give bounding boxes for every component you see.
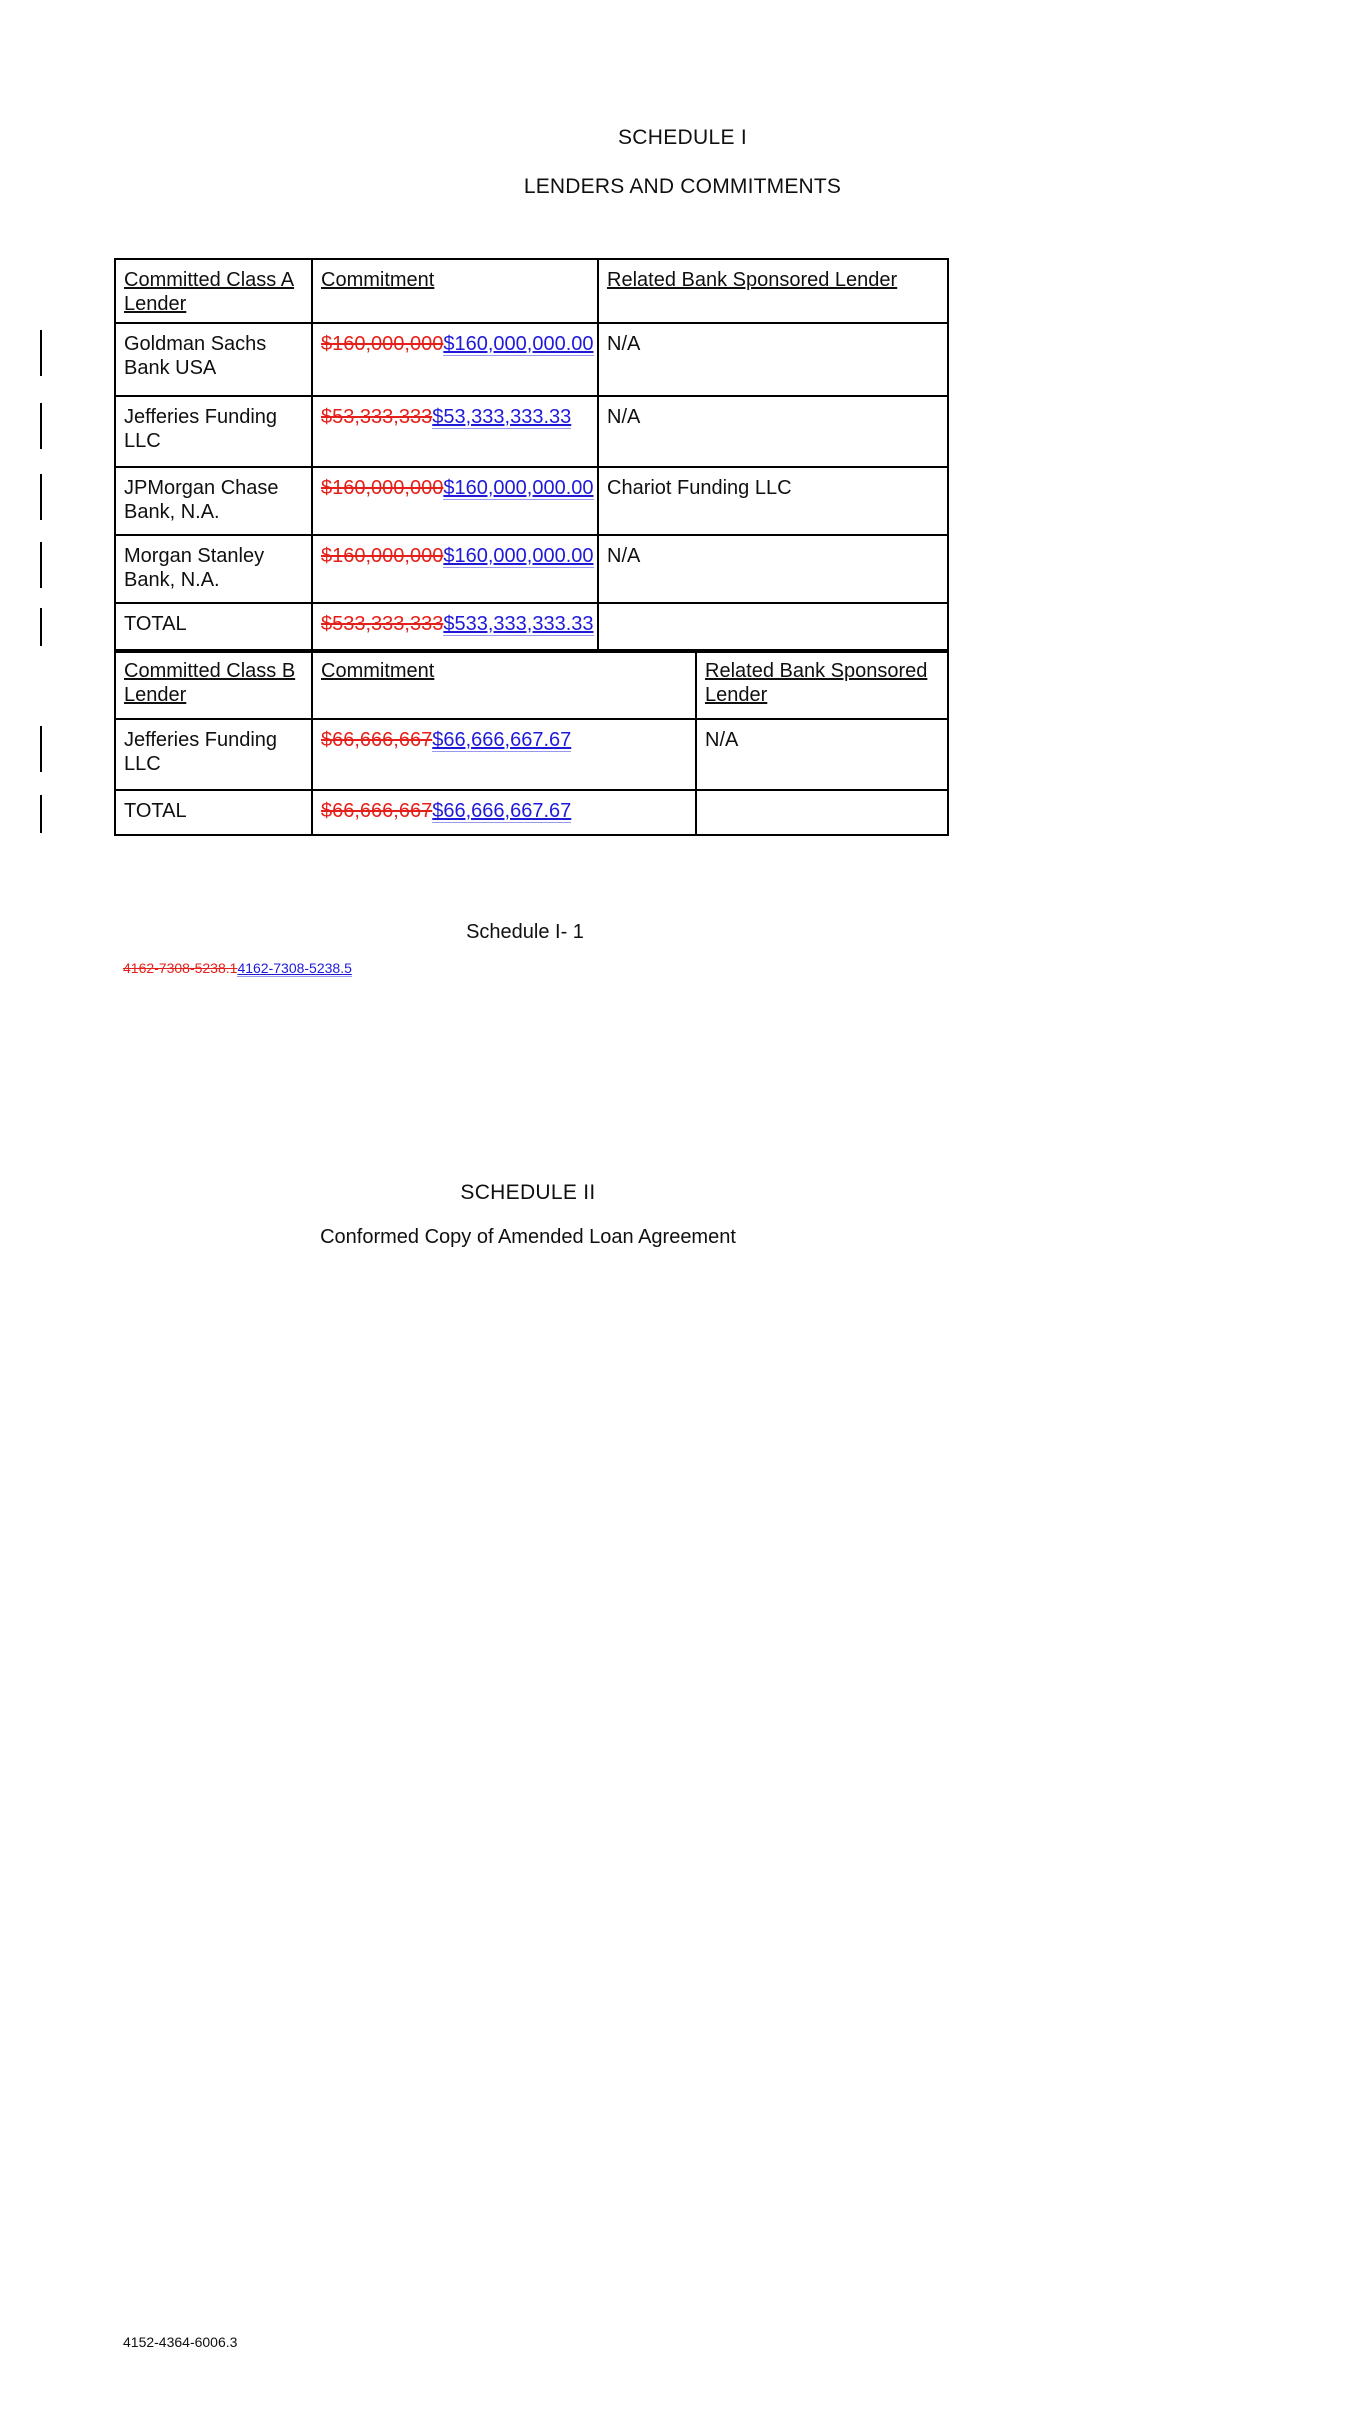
lender-cell: Jefferies Funding LLC (115, 719, 312, 790)
column-header-label: Commitment (321, 660, 435, 682)
lender-row (115, 396, 948, 467)
deleted-amount: $66,666,667 (321, 800, 433, 822)
column-header-label: Related Bank Sponsored Lender (705, 660, 928, 706)
inserted-amount: $66,666,667.67 (432, 800, 572, 822)
lender-cell: Goldman Sachs Bank USA (115, 323, 312, 396)
related-lender-cell: N/A (598, 535, 948, 603)
lender-cell: TOTAL (115, 790, 312, 835)
schedule1-subtitle: LENDERS AND COMMITMENTS (523, 175, 842, 198)
column-header (312, 259, 598, 323)
deleted-amount: $160,000,000 (321, 333, 444, 355)
table-header-row (115, 650, 948, 719)
deleted-amount: $533,333,333 (321, 613, 444, 635)
related-lender-cell (598, 603, 948, 652)
related-lender-cell (696, 790, 948, 835)
related-lender-cell: N/A (598, 396, 948, 467)
lender-row (115, 467, 948, 535)
column-header (115, 650, 312, 719)
lender-row (115, 323, 948, 396)
schedule1-title: SCHEDULE I (617, 126, 748, 149)
inserted-amount: $533,333,333.33 (443, 613, 594, 635)
schedule2-subtitle: Conformed Copy of Amended Loan Agreement (320, 1226, 736, 1248)
doc-number-deleted: 4162-7308-5238.1 (123, 960, 238, 976)
total-row (115, 790, 948, 835)
revision-change-bar (40, 403, 42, 449)
column-header (115, 259, 312, 323)
commitment-cell (312, 790, 696, 835)
inserted-amount: $160,000,000.00 (443, 333, 594, 355)
column-header (312, 650, 696, 719)
revision-change-bar (40, 795, 42, 833)
commitment-cell (312, 323, 598, 396)
revision-change-bar (40, 330, 42, 376)
schedule2-doc-number: 4152-4364-6006.3 (123, 2334, 238, 2350)
column-header (598, 259, 948, 323)
column-header-label: Commitment (321, 269, 435, 291)
lender-row (115, 719, 948, 790)
lender-cell: TOTAL (115, 603, 312, 652)
inserted-amount: $53,333,333.33 (432, 406, 572, 428)
column-header-label: Committed Class A Lender (124, 269, 295, 315)
deleted-amount: $160,000,000 (321, 545, 444, 567)
lender-cell: JPMorgan Chase Bank, N.A. (115, 467, 312, 535)
inserted-amount: $160,000,000.00 (443, 545, 594, 567)
column-header-label: Related Bank Sponsored Lender (607, 269, 898, 291)
revision-change-bar (40, 608, 42, 646)
commitment-cell (312, 535, 598, 603)
lender-cell: Jefferies Funding LLC (115, 396, 312, 467)
lender-cell: Morgan Stanley Bank, N.A. (115, 535, 312, 603)
commitment-cell (312, 719, 696, 790)
column-header (696, 650, 948, 719)
schedule1-doc-number (123, 960, 352, 977)
class-a-commitments-table (114, 258, 949, 653)
schedule2-title: SCHEDULE II (460, 1181, 596, 1204)
commitment-cell (312, 467, 598, 535)
commitment-cell (312, 396, 598, 467)
column-header-label: Committed Class B Lender (124, 660, 296, 706)
deleted-amount: $160,000,000 (321, 477, 444, 499)
inserted-amount: $160,000,000.00 (443, 477, 594, 499)
related-lender-cell: N/A (696, 719, 948, 790)
deleted-amount: $53,333,333 (321, 406, 433, 428)
class-b-commitments-table (114, 649, 949, 836)
revision-change-bar (40, 474, 42, 520)
doc-number-inserted: 4162-7308-5238.5 (237, 960, 352, 976)
total-row (115, 603, 948, 652)
schedule1-page-label: Schedule I- 1 (466, 921, 584, 943)
related-lender-cell: N/A (598, 323, 948, 396)
related-lender-cell: Chariot Funding LLC (598, 467, 948, 535)
revision-change-bar (40, 726, 42, 772)
deleted-amount: $66,666,667 (321, 729, 433, 751)
table-header-row (115, 259, 948, 323)
commitment-cell (312, 603, 598, 652)
lender-row (115, 535, 948, 603)
revision-change-bar (40, 542, 42, 588)
inserted-amount: $66,666,667.67 (432, 729, 572, 751)
